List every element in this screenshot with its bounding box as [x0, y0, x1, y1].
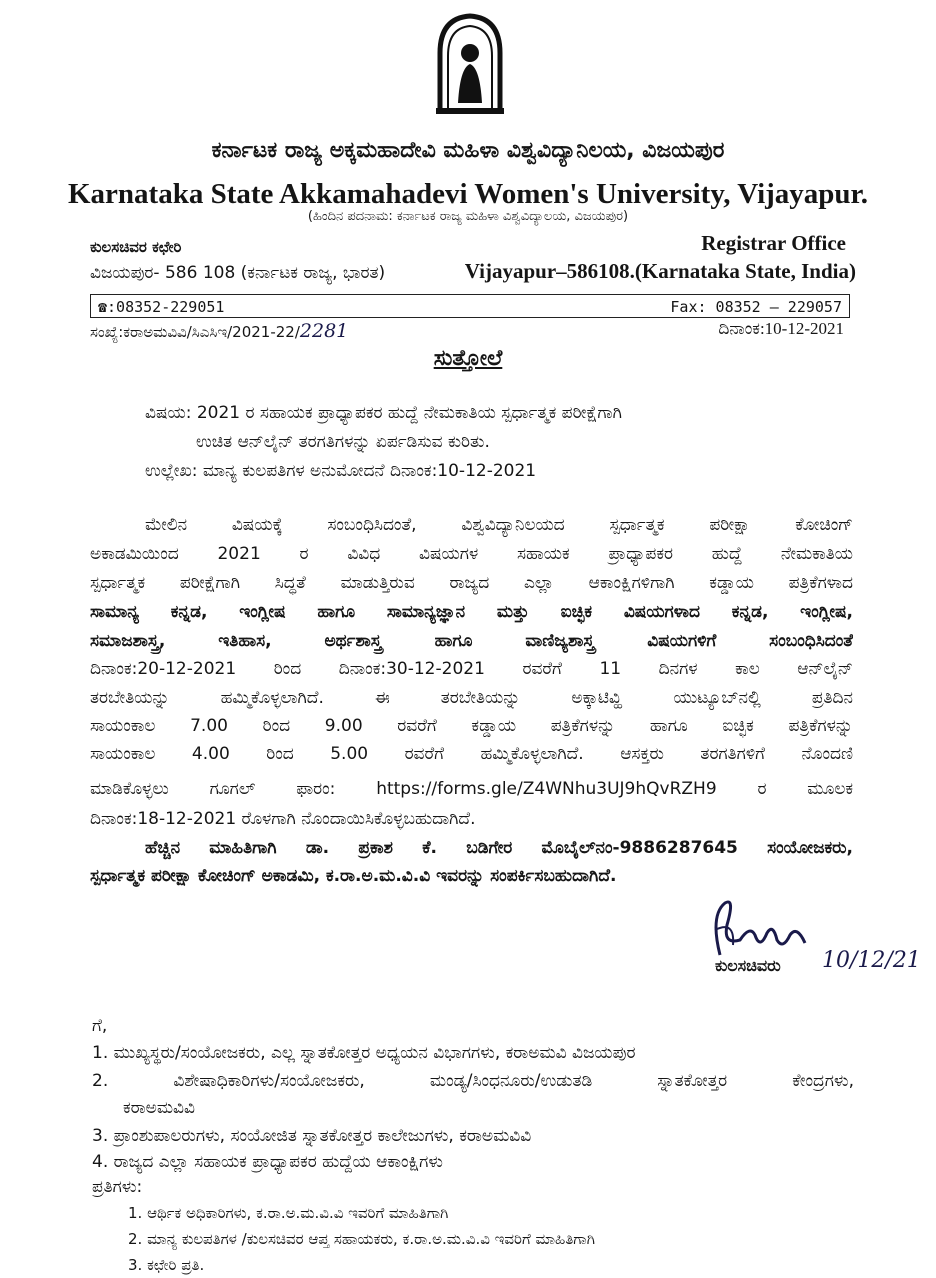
phone-number: ☎:08352-229051 [98, 298, 225, 316]
university-name-english: Karnataka State Akkamahadevi Women's University, Vijayapur. [67, 178, 869, 210]
registration-link-line: ಮಾಡಿಕೊಳ್ಳಲು ಗೂಗಲ್ ಫಾರಂ: https://forms.gle/Z4WNhu3UJ9hQvRZH9 ರ ಮೂಲಕ [90, 779, 853, 799]
recipient-item: 2. ವಿಶೇಷಾಧಿಕಾರಿಗಳು/ಸಂಯೋಜಕರು, ಮಂಡ್ಯ/ಸಿಂಧನೂರು/ಉಡುತಡಿ ಸ್ನಾತಕೋತ್ತರ ಕೇಂದ್ರಗಳು, [92, 1071, 854, 1091]
copies-label: ಪ್ರತಿಗಳು: [92, 1177, 143, 1197]
document-title: ಸುತ್ತೋಲೆ [433, 346, 503, 371]
office-kannada: ಕುಲಸಚಿವರ ಕಛೇರಿ [90, 238, 182, 256]
body-line: ಸಮಾಜಶಾಸ್ತ್ರ, ಇತಿಹಾಸ, ಅರ್ಥಶಾಸ್ತ್ರ ಹಾಗೂ ವಾಣಿಜ್ಯಶಾಸ್ತ್ರ ವಿಷಯಗಳಿಗೆ ಸಂಬಂಧಿಸಿದಂತೆ [90, 631, 853, 651]
recipient-item: 1. ಮುಖ್ಯಸ್ಥರು/ಸಂಯೋಜಕರು, ಎಲ್ಲ ಸ್ನಾತಕೋತ್ತರ ಅಧ್ಯಯನ ವಿಭಾಗಗಳು, ಕರಾಅಮವಿ ವಿಜಯಪುರ [92, 1043, 636, 1063]
fax-number: Fax: 08352 – 229057 [670, 298, 842, 316]
contact-line: ಸ್ಪರ್ಧಾತ್ಮಕ ಪರೀಕ್ಷಾ ಕೋಚಿಂಗ್ ಅಕಾಡಮಿ, ಕ.ರಾ.ಅ.ಮ.ವಿ.ವಿ ಇವರನ್ನು ಸಂಪರ್ಕಿಸಬಹುದಾಗಿದೆ. [90, 866, 617, 886]
former-name: (ಹಿಂದಿನ ಪದನಾಮ: ಕರ್ನಾಟಕ ರಾಜ್ಯ ಮಹಿಳಾ ವಿಶ್ವವಿದ್ಯಾಲಯ, ವಿಜಯಪುರ) [307, 209, 629, 224]
copy-item: 1. ಆರ್ಥಿಕ ಅಧಿಕಾರಿಗಳು, ಕ.ರಾ.ಅ.ಮ.ವಿ.ವಿ ಇವರಿಗೆ ಮಾಹಿತಿಗಾಗಿ [128, 1204, 449, 1222]
body-line: ಅಕಾಡಮಿಯಿಂದ 2021 ರ ವಿವಿಧ ವಿಷಯಗಳ ಸಹಾಯಕ ಪ್ರಾಧ್ಯಾಪಕರ ಹುದ್ದೆ ನೇಮಕಾತಿಯ [90, 544, 853, 564]
copy-item: 3. ಕಛೇರಿ ಪ್ರತಿ. [128, 1256, 205, 1274]
recipients-label: ಗೆ, [92, 1016, 108, 1036]
body-line: ತರಬೇತಿಯನ್ನು ಹಮ್ಮಿಕೊಳ್ಳಲಾಗಿದೆ. ಈ ತರಬೇತಿಯನ್ನು ಅಕ್ಕಾಟಿವ್ಹಿ ಯುಟ್ಯೂಬ್‌ನಲ್ಲಿ ಪ್ರತಿದಿನ [90, 688, 853, 708]
recipient-item: 4. ರಾಜ್ಯದ ಎಲ್ಲಾ ಸಹಾಯಕ ಪ್ರಾಧ್ಯಾಪಕರ ಹುದ್ದೆಯ ಆಕಾಂಕ್ಷಿಗಳು [92, 1152, 443, 1172]
body-line: ಮೇಲಿನ ವಿಷಯಕ್ಕೆ ಸಂಬಂಧಿಸಿದಂತೆ, ವಿಶ್ವವಿದ್ಯಾನಿಲಯದ ಸ್ಪರ್ಧಾತ್ಮಕ ಪರೀಕ್ಷಾ ಕೋಚಿಂಗ್ [145, 515, 853, 535]
body-line: ಸಾಯಂಕಾಲ 7.00 ರಿಂದ 9.00 ರವರೆಗೆ ಕಡ್ಡಾಯ ಪತ್ರಿಕೆಗಳನ್ನು ಹಾಗೂ ಐಚ್ಛಿಕ ಪತ್ರಿಕೆಗಳನ್ನು [90, 716, 853, 736]
office-english: Registrar Office [701, 231, 846, 255]
signatory-designation: ಕುಲಸಚಿವರು [715, 956, 781, 975]
address-kannada: ವಿಜಯಪುರ- 586 108 (ಕರ್ನಾಟಕ ರಾಜ್ಯ, ಭಾರತ) [90, 263, 386, 283]
university-name-kannada: ಕರ್ನಾಟಕ ರಾಜ್ಯ ಅಕ್ಕಮಹಾದೇವಿ ಮಹಿಳಾ ವಿಶ್ವವಿದ್ಯಾನಿಲಯ, ವಿಜಯಪುರ [211, 138, 725, 163]
subject-line: ವಿಷಯ: 2021 ರ ಸಹಾಯಕ ಪ್ರಾಧ್ಯಾಪಕರ ಹುದ್ದೆ ನೇಮಕಾತಿಯ ಸ್ಪರ್ಧಾತ್ಮಕ ಪರೀಕ್ಷೆಗಾಗಿ [145, 403, 622, 423]
subject-line: ಉಚಿತ ಆನ್‌ಲೈನ್ ತರಗತಿಗಳನ್ನು ಏರ್ಪಡಿಸುವ ಕುರಿತು. [196, 432, 490, 452]
recipient-item: 3. ಪ್ರಾಂಶುಪಾಲರುಗಳು, ಸಂಯೋಜಿತ ಸ್ನಾತಕೋತ್ತರ ಕಾಲೇಜುಗಳು, ಕರಾಅಮವಿವಿ [92, 1126, 532, 1146]
reference-number-text: ಸಂಖ್ಯೆ:ಕರಾಅಮವಿವಿ/ಸಿಎಸಿಇ/2021-22/ [90, 323, 300, 341]
reference-number [90, 320, 348, 343]
signature-date: 10/12/21 [822, 948, 921, 973]
reference-line: ಉಲ್ಲೇಖ: ಮಾನ್ಯ ಕುಲಪತಿಗಳ ಅನುಮೋದನೆ ದಿನಾಂಕ:10-12-2021 [145, 461, 537, 481]
body-line: ಸಾಮಾನ್ಯ ಕನ್ನಡ, ಇಂಗ್ಲೀಷ ಹಾಗೂ ಸಾಮಾನ್ಯಜ್ಞಾನ ಮತ್ತು ಐಚ್ಛಿಕ ವಿಷಯಗಳಾದ ಕನ್ನಡ, ಇಂಗ್ಲೀಷ, [90, 602, 853, 622]
body-line: ಸಾಯಂಕಾಲ 4.00 ರಿಂದ 5.00 ರವರೆಗೆ ಹಮ್ಮಿಕೊಳ್ಳಲಾಗಿದೆ. ಆಸಕ್ತರು ತರಗತಿಗಳಿಗೆ ನೊಂದಣಿ [90, 744, 853, 764]
university-logo-icon [430, 8, 510, 118]
body-line: ದಿನಾಂಕ:18-12-2021 ರೊಳಗಾಗಿ ನೊಂದಾಯಿಸಿಕೊಳ್ಳಬಹುದಾಗಿದೆ. [90, 809, 476, 829]
recipient-item-continued: ಕರಾಅಮವಿವಿ [123, 1098, 195, 1118]
handwritten-reference: 2281 [299, 320, 349, 342]
contact-line: ಹೆಚ್ಚಿನ ಮಾಹಿತಿಗಾಗಿ ಡಾ. ಪ್ರಕಾಶ ಕೆ. ಬಡಿಗೇರ ಮೊಬೈಲ್‌ನಂ-9886287645 ಸಂಯೋಜಕರು, [145, 838, 853, 858]
address-english: Vijayapur–586108.(Karnataka State, India) [464, 259, 856, 283]
body-line: ದಿನಾಂಕ:20-12-2021 ರಿಂದ ದಿನಾಂಕ:30-12-2021 ರವರೆಗೆ 11 ದಿನಗಳ ಕಾಲ ಆನ್‌ಲೈನ್ [90, 659, 853, 679]
body-line: ಸ್ಪರ್ಧಾತ್ಮಕ ಪರೀಕ್ಷೆಗಾಗಿ ಸಿದ್ಧತೆ ಮಾಡುತ್ತಿರುವ ರಾಜ್ಯದ ಎಲ್ಲಾ ಆಕಾಂಕ್ಷಿಗಳಿಗಾಗಿ ಕಡ್ಡಾಯ ಪತ್ರಿಕೆಗಳಾದ [90, 573, 853, 593]
copy-item: 2. ಮಾನ್ಯ ಕುಲಪತಿಗಳ /ಕುಲಸಚಿವರ ಆಪ್ತ ಸಹಾಯಕರು, ಕ.ರಾ.ಅ.ಮ.ವಿ.ವಿ ಇವರಿಗೆ ಮಾಹಿತಿಗಾಗಿ [128, 1230, 595, 1248]
circular-date: ದಿನಾಂಕ:10-12-2021 [718, 319, 844, 338]
